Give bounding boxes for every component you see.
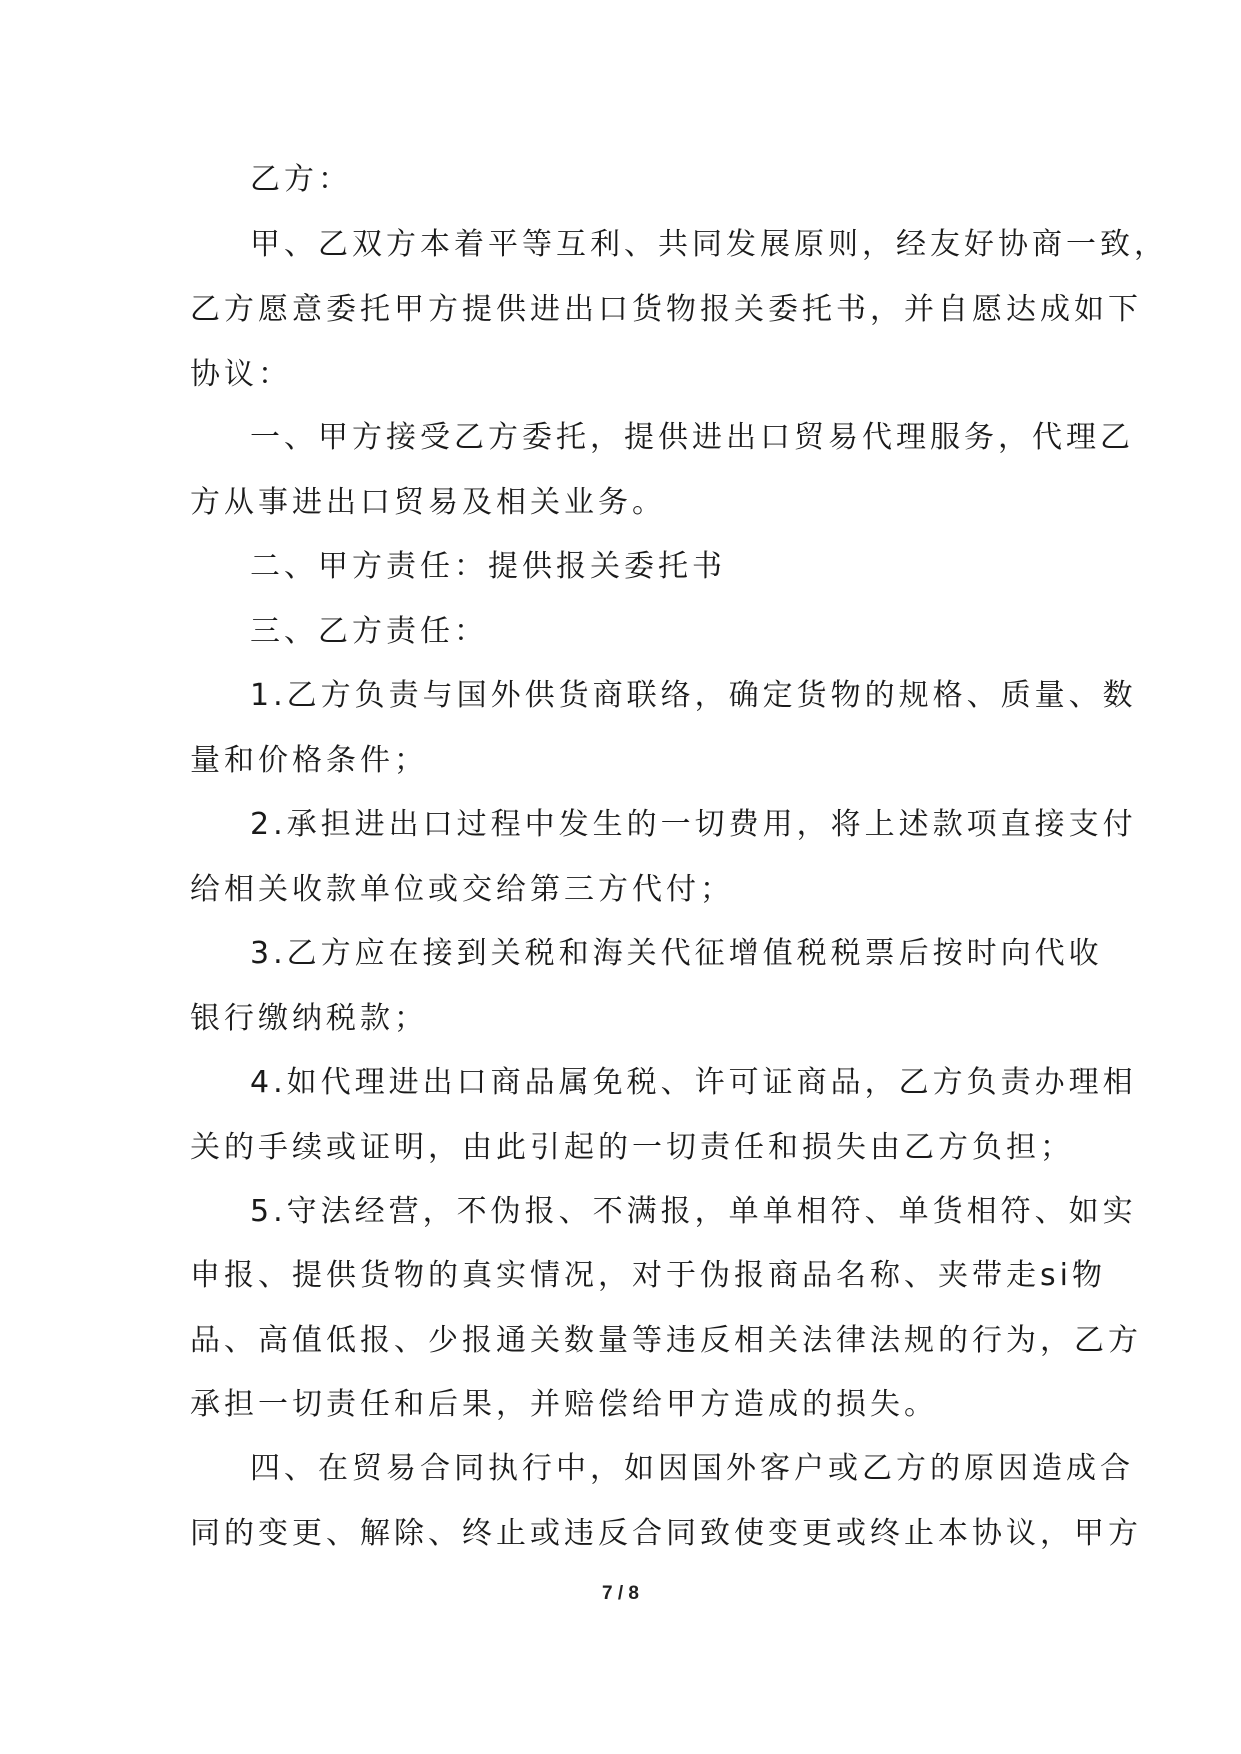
- text-line: 关的手续或证明，由此引起的一切责任和损失由乙方负担；: [190, 1130, 1074, 1165]
- text-line: 同的变更、解除、终止或违反合同致使变更或终止本协议，甲方: [190, 1516, 1142, 1551]
- text-line: 乙方愿意委托甲方提供进出口货物报关委托书，并自愿达成如下: [190, 292, 1142, 327]
- text-line: 4.如代理进出口商品属免税、许可证商品，乙方负责办理相: [250, 1065, 1137, 1100]
- text-line: 银行缴纳税款；: [190, 1001, 428, 1036]
- text-line: 申报、提供货物的真实情况，对于伪报商品名称、夹带走si物: [190, 1258, 1106, 1293]
- text-line: 2.承担进出口过程中发生的一切费用，将上述款项直接支付: [250, 807, 1137, 842]
- text-line: 3.乙方应在接到关税和海关代征增值税税票后按时向代收: [250, 936, 1103, 971]
- text-line: 承担一切责任和后果，并赔偿给甲方造成的损失。: [190, 1387, 938, 1422]
- text-line: 协议：: [190, 357, 292, 392]
- text-line: 乙方：: [250, 162, 352, 197]
- text-line: 四、在贸易合同执行中，如因国外客户或乙方的原因造成合: [250, 1451, 1134, 1486]
- text-line: 三、乙方责任：: [250, 614, 488, 649]
- text-line: 二、甲方责任：提供报关委托书: [250, 549, 726, 584]
- text-line: 给相关收款单位或交给第三方代付；: [190, 872, 734, 907]
- text-line: 方从事进出口贸易及相关业务。: [190, 485, 666, 520]
- text-line: 1.乙方负责与国外供货商联络，确定货物的规格、质量、数: [250, 678, 1137, 713]
- text-line: 甲、乙双方本着平等互利、共同发展原则，经友好协商一致，: [250, 227, 1168, 262]
- text-line: 一、甲方接受乙方委托，提供进出口贸易代理服务，代理乙: [250, 420, 1134, 455]
- page-number: 7 / 8: [602, 1583, 639, 1604]
- text-line: 5.守法经营，不伪报、不满报，单单相符、单货相符、如实: [250, 1194, 1137, 1229]
- text-line: 量和价格条件；: [190, 743, 428, 778]
- text-line: 品、高值低报、少报通关数量等违反相关法律法规的行为，乙方: [190, 1323, 1142, 1358]
